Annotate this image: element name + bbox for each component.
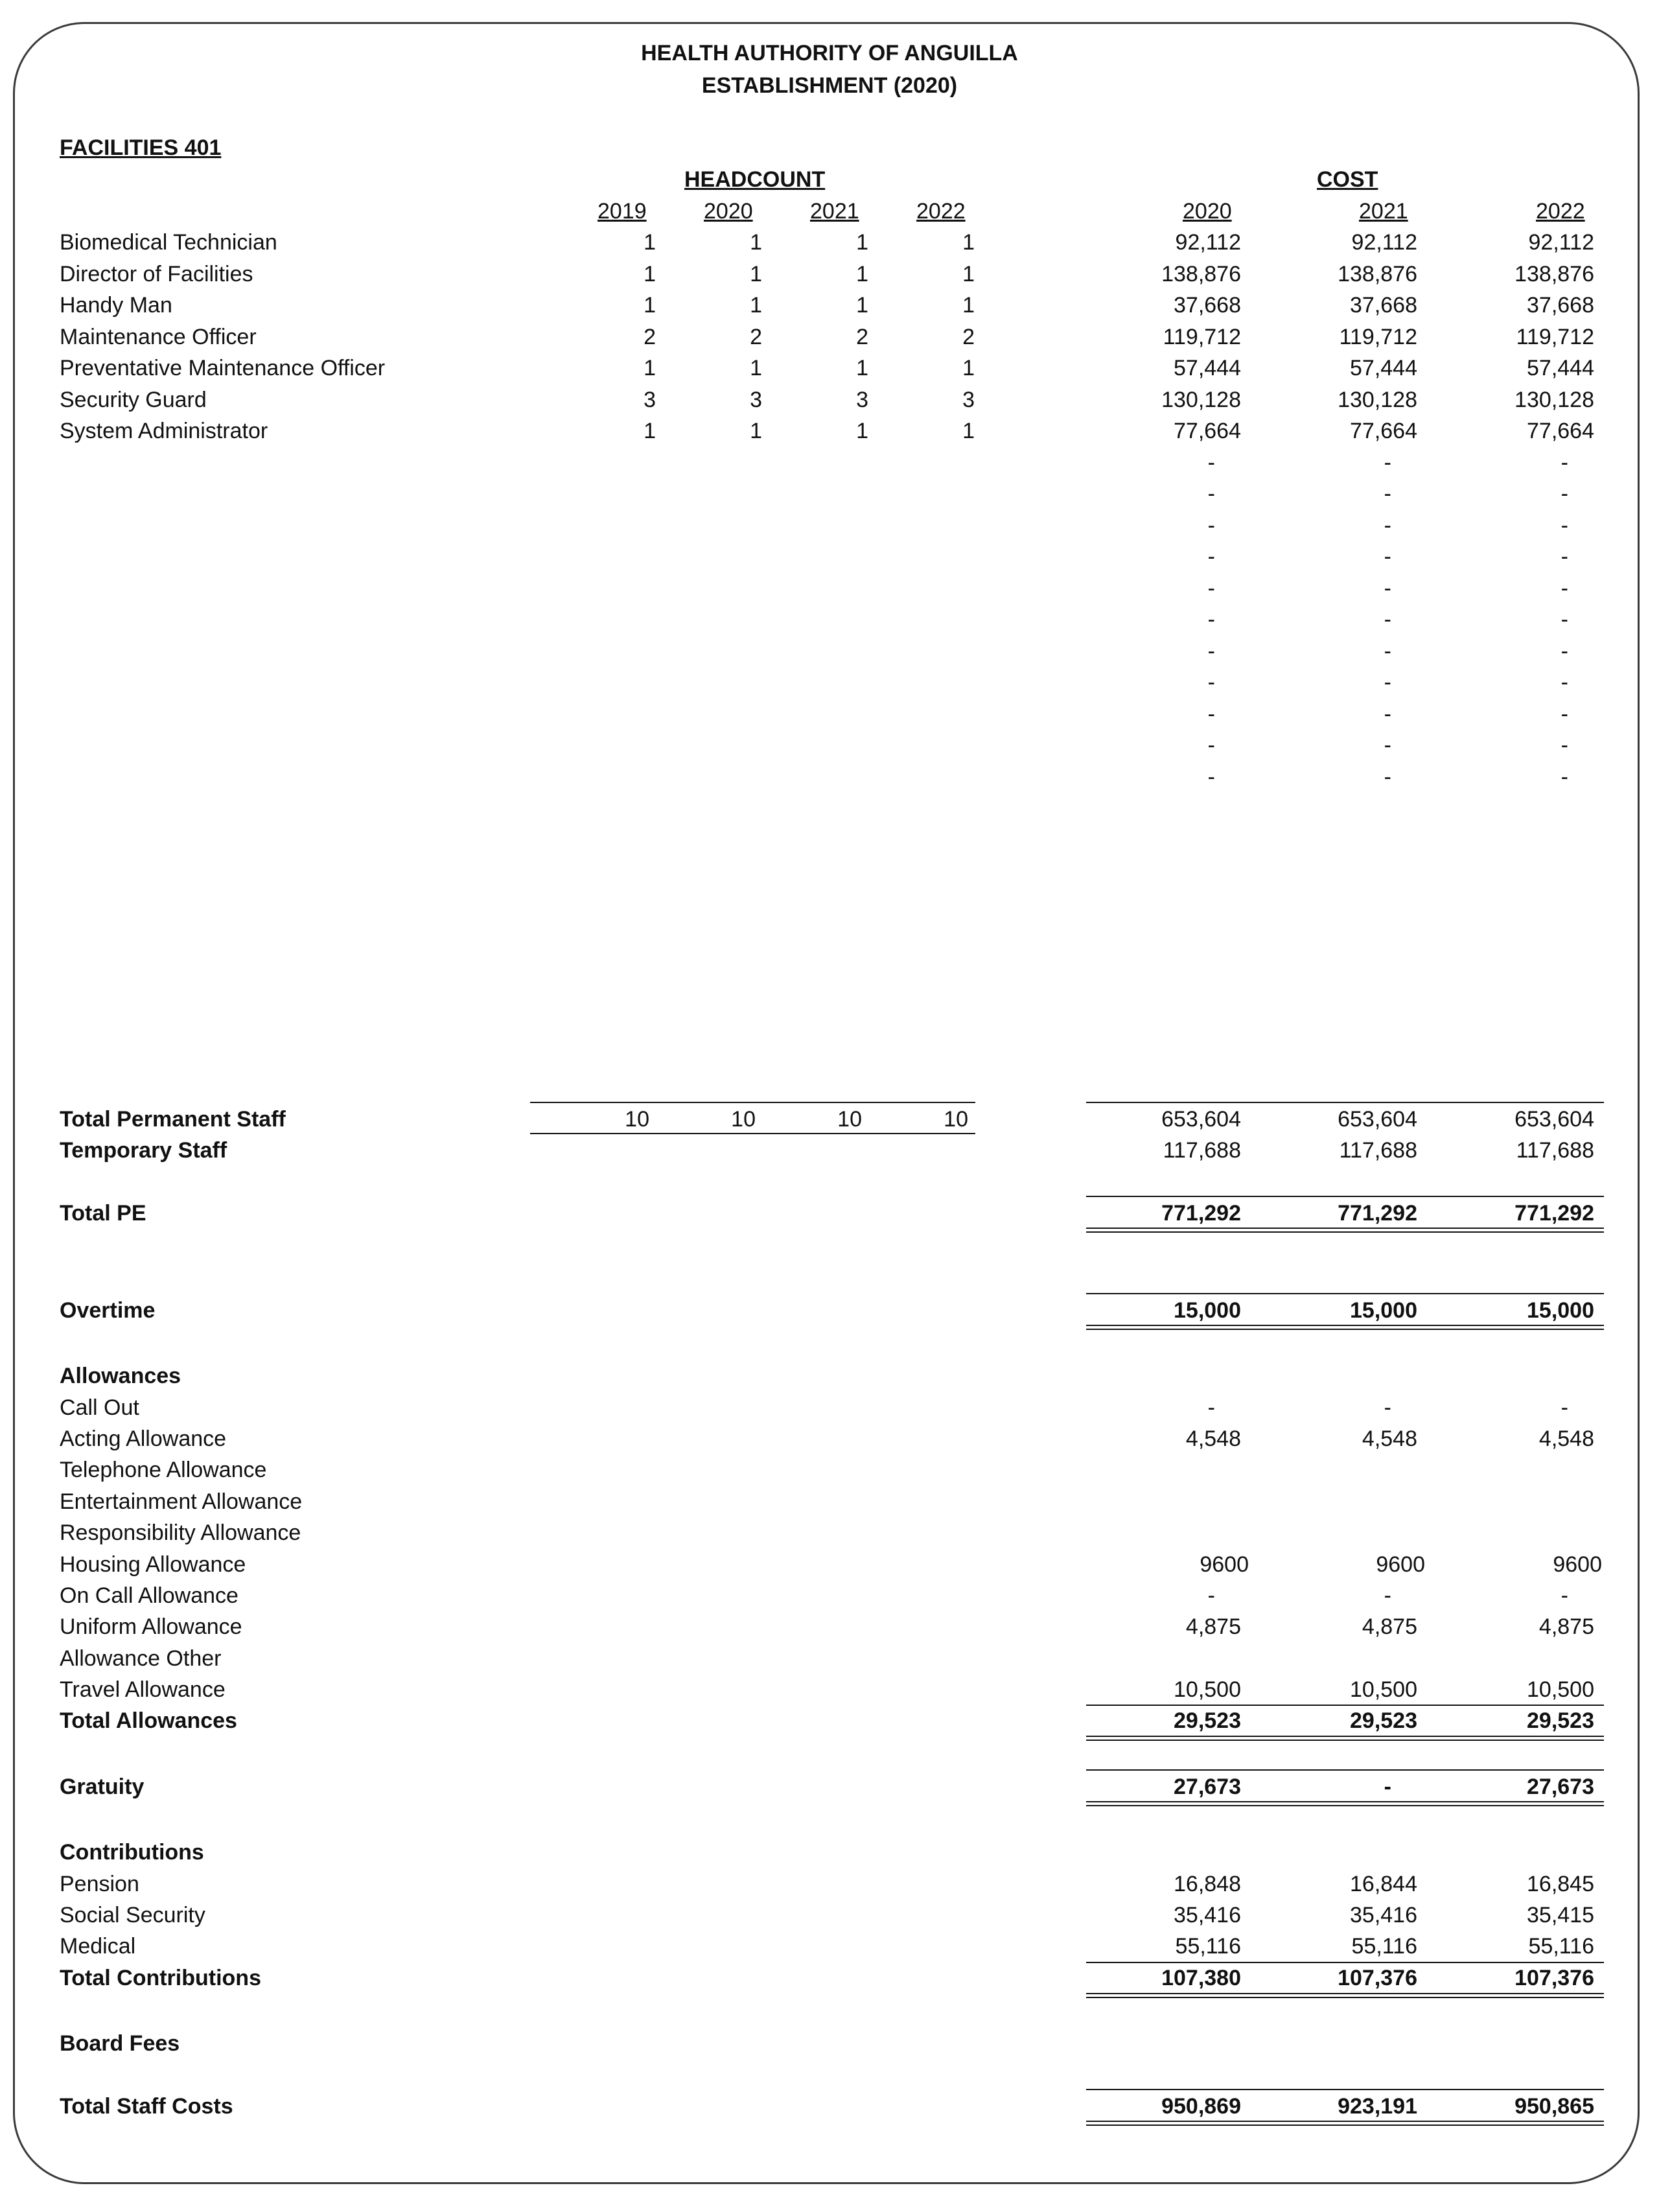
headcount-cell: 1 xyxy=(856,356,868,380)
cost-cell: 37,668 xyxy=(1350,293,1417,318)
headcount-cell: 1 xyxy=(644,230,656,255)
summary-cost-cell: - xyxy=(1560,1395,1568,1420)
summary-cost-cell: 950,865 xyxy=(1514,2094,1594,2119)
summary-cost-cell: 35,416 xyxy=(1174,1903,1241,1927)
summary-cost-cell: 16,845 xyxy=(1527,1872,1594,1896)
gratuity-bottom-rule-2 xyxy=(1086,1805,1604,1806)
summary-cost-cell: 117,688 xyxy=(1339,1138,1417,1163)
empty-cost-cell: - xyxy=(1560,670,1568,695)
summary-cost-cell: 27,673 xyxy=(1174,1775,1241,1799)
cost-heading: COST xyxy=(1317,167,1378,192)
empty-cost-cell: - xyxy=(1207,670,1215,695)
empty-cost-cell: - xyxy=(1560,607,1568,632)
overtime-bottom-rule-1 xyxy=(1086,1325,1604,1326)
summary-cost-cell: 15,000 xyxy=(1174,1298,1241,1323)
position-title: System Administrator xyxy=(60,419,268,443)
headcount-heading: HEADCOUNT xyxy=(684,167,826,192)
cost-year-header: 2020 xyxy=(1183,199,1232,224)
cost-year-header: 2022 xyxy=(1536,199,1585,224)
summary-label: Contributions xyxy=(60,1840,204,1865)
summary-cost-cell: 4,875 xyxy=(1538,1614,1594,1639)
headcount-cell: 1 xyxy=(962,419,975,443)
empty-cost-cell: - xyxy=(1560,639,1568,664)
summary-cost-cell: 10,500 xyxy=(1527,1677,1594,1702)
empty-cost-cell: - xyxy=(1207,639,1215,664)
headcount-cell: 1 xyxy=(644,419,656,443)
headcount-cell: 1 xyxy=(750,356,762,380)
document-subtitle: ESTABLISHMENT (2020) xyxy=(701,73,958,98)
summary-label: Total Permanent Staff xyxy=(60,1107,286,1132)
summary-cost-cell: - xyxy=(1207,1583,1215,1608)
headcount-cell: 1 xyxy=(962,356,975,380)
empty-cost-cell: - xyxy=(1207,765,1215,789)
summary-cost-cell: 10,500 xyxy=(1350,1677,1417,1702)
empty-cost-cell: - xyxy=(1207,607,1215,632)
summary-label: Uniform Allowance xyxy=(60,1614,242,1639)
cost-cell: 130,128 xyxy=(1514,388,1594,412)
summary-label: Total Staff Costs xyxy=(60,2094,233,2119)
position-title: Preventative Maintenance Officer xyxy=(60,356,386,380)
total-headcount-cell: 10 xyxy=(837,1107,862,1132)
headcount-cell: 2 xyxy=(644,325,656,349)
headcount-cell: 1 xyxy=(644,262,656,286)
empty-cost-cell: - xyxy=(1384,513,1391,538)
contributions-subtotal-rule xyxy=(1086,1962,1604,1963)
position-title: Director of Facilities xyxy=(60,262,253,286)
cost-cell: 37,668 xyxy=(1174,293,1241,318)
summary-cost-cell: - xyxy=(1207,1395,1215,1420)
headcount-year-header: 2021 xyxy=(810,199,859,224)
summary-label: Gratuity xyxy=(60,1775,145,1799)
summary-label: Allowance Other xyxy=(60,1646,222,1671)
contributions-bottom-rule-1 xyxy=(1086,1993,1604,1994)
empty-cost-cell: - xyxy=(1207,513,1215,538)
summary-label: Entertainment Allowance xyxy=(60,1489,303,1514)
cost-cell: 138,876 xyxy=(1514,262,1594,286)
empty-cost-cell: - xyxy=(1384,482,1391,506)
headcount-cell: 2 xyxy=(856,325,868,349)
summary-cost-cell: 117,688 xyxy=(1163,1138,1241,1163)
cost-cell: 57,444 xyxy=(1527,356,1594,380)
summary-label: Telephone Allowance xyxy=(60,1458,267,1482)
summary-cost-cell: 29,523 xyxy=(1174,1708,1241,1733)
empty-cost-cell: - xyxy=(1384,576,1391,601)
summary-label: Allowances xyxy=(60,1364,181,1388)
headcount-cell: 1 xyxy=(750,293,762,318)
headcount-year-header: 2019 xyxy=(597,199,647,224)
empty-cost-cell: - xyxy=(1207,733,1215,758)
headcount-cell: 1 xyxy=(644,356,656,380)
summary-cost-cell: 55,116 xyxy=(1351,1934,1417,1959)
summary-label: Medical xyxy=(60,1934,136,1959)
summary-label: Temporary Staff xyxy=(60,1138,227,1163)
cost-cell: 92,112 xyxy=(1528,230,1594,255)
empty-cost-cell: - xyxy=(1384,702,1391,727)
headcount-year-header: 2022 xyxy=(916,199,966,224)
headcount-cell: 1 xyxy=(962,262,975,286)
position-title: Biomedical Technician xyxy=(60,230,277,255)
headcount-total-top-rule xyxy=(530,1102,975,1103)
empty-cost-cell: - xyxy=(1560,482,1568,506)
allowances-bottom-rule-1 xyxy=(1086,1736,1604,1737)
summary-cost-cell: 35,416 xyxy=(1350,1903,1417,1927)
empty-cost-cell: - xyxy=(1384,544,1391,569)
total-headcount-cell: 10 xyxy=(731,1107,756,1132)
headcount-cell: 1 xyxy=(856,419,868,443)
empty-cost-cell: - xyxy=(1560,576,1568,601)
summary-label: Pension xyxy=(60,1872,139,1896)
summary-cost-cell: - xyxy=(1384,1395,1391,1420)
summary-cost-cell: 10,500 xyxy=(1174,1677,1241,1702)
headcount-cell: 1 xyxy=(856,262,868,286)
cost-cell: 92,112 xyxy=(1175,230,1241,255)
cost-cell: 130,128 xyxy=(1161,388,1241,412)
summary-cost-cell: 771,292 xyxy=(1338,1201,1417,1226)
headcount-cell: 1 xyxy=(750,419,762,443)
total-headcount-cell: 10 xyxy=(944,1107,968,1132)
summary-label: Responsibility Allowance xyxy=(60,1520,301,1545)
position-title: Handy Man xyxy=(60,293,172,318)
total-pe-top-rule xyxy=(1086,1196,1604,1197)
cost-cell: 57,444 xyxy=(1174,356,1241,380)
empty-cost-cell: - xyxy=(1560,450,1568,475)
total-pe-bottom-rule-2 xyxy=(1086,1231,1604,1233)
cost-cell: 138,876 xyxy=(1338,262,1417,286)
total-pe-bottom-rule-1 xyxy=(1086,1228,1604,1229)
headcount-cell: 3 xyxy=(962,388,975,412)
summary-cost-cell: 55,116 xyxy=(1528,1934,1594,1959)
headcount-cell: 2 xyxy=(962,325,975,349)
summary-cost-cell: 771,292 xyxy=(1514,1201,1594,1226)
summary-cost-cell: 29,523 xyxy=(1350,1708,1417,1733)
headcount-cell: 1 xyxy=(750,230,762,255)
headcount-cell: 1 xyxy=(962,230,975,255)
cost-total-permanent-top-rule xyxy=(1086,1102,1604,1103)
summary-cost-cell: 107,380 xyxy=(1161,1966,1241,1990)
summary-cost-cell: - xyxy=(1384,1583,1391,1608)
summary-cost-cell: 117,688 xyxy=(1516,1138,1594,1163)
empty-cost-cell: - xyxy=(1560,702,1568,727)
summary-cost-cell: - xyxy=(1384,1775,1391,1799)
headcount-cell: 1 xyxy=(962,293,975,318)
empty-cost-cell: - xyxy=(1384,733,1391,758)
cost-cell: 119,712 xyxy=(1516,325,1594,349)
empty-cost-cell: - xyxy=(1560,765,1568,789)
contributions-bottom-rule-2 xyxy=(1086,1997,1604,1998)
headcount-total-bottom-rule xyxy=(530,1133,975,1134)
cost-year-header: 2021 xyxy=(1359,199,1408,224)
summary-cost-cell: 107,376 xyxy=(1514,1966,1594,1990)
overtime-top-rule xyxy=(1086,1293,1604,1294)
summary-cost-cell: 653,604 xyxy=(1161,1107,1241,1132)
cost-cell: 130,128 xyxy=(1338,388,1417,412)
summary-cost-cell: 29,523 xyxy=(1527,1708,1594,1733)
headcount-cell: 1 xyxy=(856,230,868,255)
staff-costs-bottom-rule-1 xyxy=(1086,2121,1604,2122)
headcount-cell: 1 xyxy=(856,293,868,318)
cost-cell: 77,664 xyxy=(1350,419,1417,443)
total-headcount-cell: 10 xyxy=(625,1107,649,1132)
summary-cost-cell: 4,548 xyxy=(1185,1426,1241,1451)
empty-cost-cell: - xyxy=(1384,765,1391,789)
staff-costs-top-rule xyxy=(1086,2089,1604,2090)
summary-cost-cell: 16,844 xyxy=(1350,1872,1417,1896)
summary-cost-cell: 9600 xyxy=(1553,1552,1602,1577)
summary-label: On Call Allowance xyxy=(60,1583,238,1608)
summary-cost-cell: 4,548 xyxy=(1538,1426,1594,1451)
empty-cost-cell: - xyxy=(1384,670,1391,695)
summary-label: Social Security xyxy=(60,1903,205,1927)
empty-cost-cell: - xyxy=(1560,513,1568,538)
summary-cost-cell: 923,191 xyxy=(1338,2094,1417,2119)
position-title: Security Guard xyxy=(60,388,207,412)
summary-cost-cell: 950,869 xyxy=(1161,2094,1241,2119)
summary-label: Board Fees xyxy=(60,2031,180,2056)
empty-cost-cell: - xyxy=(1384,607,1391,632)
summary-label: Call Out xyxy=(60,1395,139,1420)
summary-label: Acting Allowance xyxy=(60,1426,227,1451)
section-heading: FACILITIES 401 xyxy=(60,135,222,160)
summary-cost-cell: 4,875 xyxy=(1362,1614,1417,1639)
summary-cost-cell: 15,000 xyxy=(1527,1298,1594,1323)
summary-cost-cell: 653,604 xyxy=(1338,1107,1417,1132)
summary-label: Travel Allowance xyxy=(60,1677,226,1702)
cost-cell: 138,876 xyxy=(1161,262,1241,286)
summary-label: Housing Allowance xyxy=(60,1552,246,1577)
staff-costs-bottom-rule-2 xyxy=(1086,2125,1604,2126)
summary-cost-cell: 771,292 xyxy=(1161,1201,1241,1226)
position-title: Maintenance Officer xyxy=(60,325,257,349)
headcount-cell: 2 xyxy=(750,325,762,349)
empty-cost-cell: - xyxy=(1207,544,1215,569)
cost-cell: 37,668 xyxy=(1527,293,1594,318)
cost-cell: 92,112 xyxy=(1351,230,1417,255)
headcount-cell: 3 xyxy=(750,388,762,412)
empty-cost-cell: - xyxy=(1384,639,1391,664)
summary-cost-cell: 9600 xyxy=(1200,1552,1249,1577)
summary-label: Total PE xyxy=(60,1201,146,1226)
summary-cost-cell: 16,848 xyxy=(1174,1872,1241,1896)
summary-label: Total Contributions xyxy=(60,1966,261,1990)
summary-cost-cell: 55,116 xyxy=(1175,1934,1241,1959)
headcount-cell: 3 xyxy=(644,388,656,412)
summary-cost-cell: 4,875 xyxy=(1185,1614,1241,1639)
empty-cost-cell: - xyxy=(1560,544,1568,569)
cost-cell: 57,444 xyxy=(1350,356,1417,380)
summary-cost-cell: 653,604 xyxy=(1514,1107,1594,1132)
summary-cost-cell: 4,548 xyxy=(1362,1426,1417,1451)
headcount-cell: 1 xyxy=(750,262,762,286)
allowances-bottom-rule-2 xyxy=(1086,1740,1604,1741)
headcount-cell: 3 xyxy=(856,388,868,412)
cost-cell: 77,664 xyxy=(1527,419,1594,443)
summary-cost-cell: 35,415 xyxy=(1527,1903,1594,1927)
overtime-bottom-rule-2 xyxy=(1086,1329,1604,1330)
empty-cost-cell: - xyxy=(1207,576,1215,601)
headcount-cell: 1 xyxy=(644,293,656,318)
empty-cost-cell: - xyxy=(1560,733,1568,758)
cost-cell: 119,712 xyxy=(1163,325,1241,349)
headcount-year-header: 2020 xyxy=(704,199,753,224)
summary-cost-cell: 107,376 xyxy=(1338,1966,1417,1990)
cost-cell: 119,712 xyxy=(1339,325,1417,349)
empty-cost-cell: - xyxy=(1384,450,1391,475)
summary-cost-cell: 27,673 xyxy=(1527,1775,1594,1799)
allowances-subtotal-rule xyxy=(1086,1705,1604,1706)
summary-label: Total Allowances xyxy=(60,1708,237,1733)
empty-cost-cell: - xyxy=(1207,702,1215,727)
cost-cell: 77,664 xyxy=(1174,419,1241,443)
summary-cost-cell: 15,000 xyxy=(1350,1298,1417,1323)
summary-cost-cell: 9600 xyxy=(1376,1552,1425,1577)
gratuity-top-rule xyxy=(1086,1769,1604,1771)
document-title: HEALTH AUTHORITY OF ANGUILLA xyxy=(641,41,1018,65)
summary-label: Overtime xyxy=(60,1298,156,1323)
empty-cost-cell: - xyxy=(1207,450,1215,475)
empty-cost-cell: - xyxy=(1207,482,1215,506)
summary-cost-cell: - xyxy=(1560,1583,1568,1608)
gratuity-bottom-rule-1 xyxy=(1086,1801,1604,1802)
